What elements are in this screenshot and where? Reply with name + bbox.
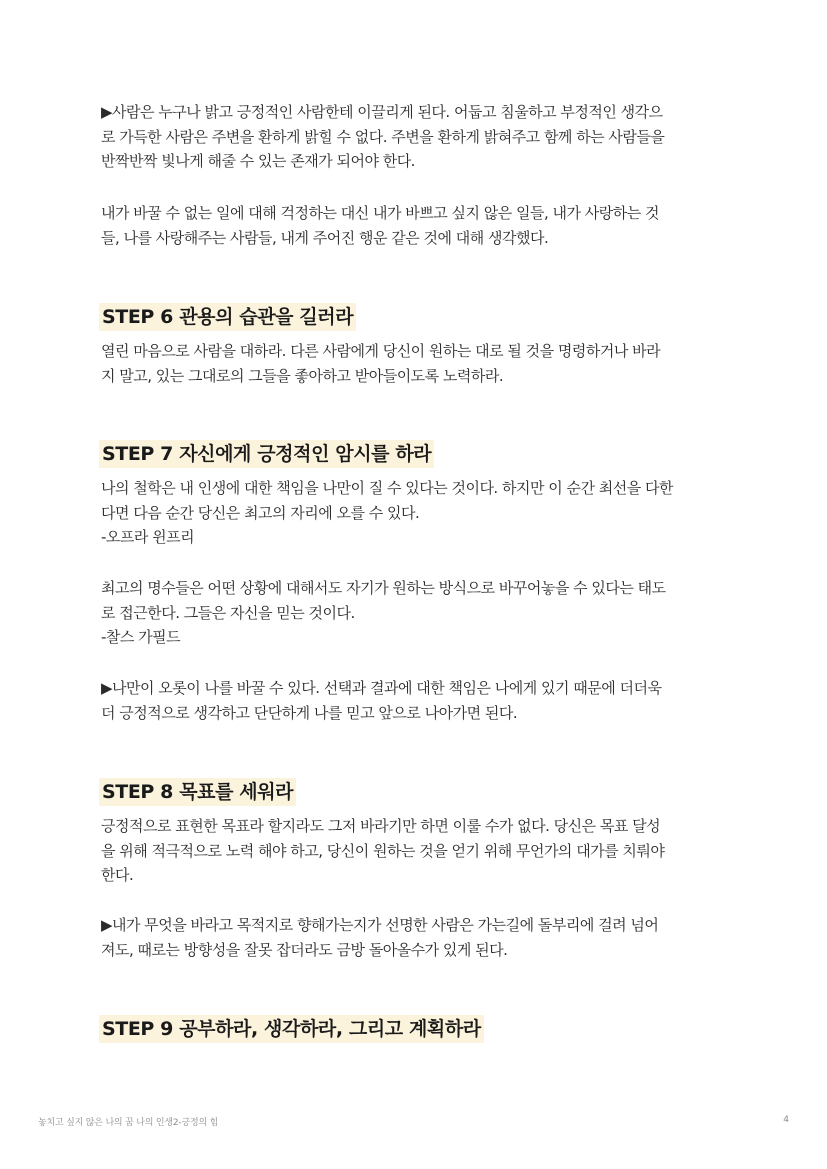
footer-page-number: 4 xyxy=(783,1115,789,1125)
intro-paragraph-2 xyxy=(101,201,741,250)
text-line: 을 위해 적극적으로 노력 해야 하고, 당신이 원하는 것을 얻기 위해 무언가의 대가를 치뤄야 xyxy=(101,841,665,860)
step7-paragraph-1 xyxy=(101,476,741,550)
text-line: 반짝반짝 빛나게 해줄 수 있는 존재가 되어야 한다. xyxy=(101,152,415,170)
text-line: 최고의 명수들은 어떤 상황에 대해서도 자기가 원하는 방식으로 바꾸어놓을 수 있다는 태도 xyxy=(101,579,666,597)
text-line: 더 긍정적으로 생각하고 단단하게 나를 믿고 앞으로 나아가면 된다. xyxy=(101,703,518,722)
text-line: 긍정적으로 표현한 목표라 할지라도 그저 바라기만 하면 이룰 수가 없다. 당신은 목표 달성 xyxy=(101,817,661,835)
text-line: ▶내가 무엇을 바라고 목적지로 향해가는지가 선명한 사람은 가는길에 돌부리에 걸려 넘어 xyxy=(101,916,659,934)
text-line: 나의 철학은 내 인생에 대한 책임을 나만이 질 수 있다는 것이다. 하지만 이 순간 최선을 다한 xyxy=(101,479,673,497)
quote-attribution: -오프라 윈프리 xyxy=(101,528,195,546)
step7-paragraph-3 xyxy=(101,676,741,725)
step8-heading: STEP 8 목표를 세워라 xyxy=(99,778,296,806)
step6-heading: STEP 6 관용의 습관을 길러라 xyxy=(99,303,356,331)
text-line: 로 가득한 사람은 주변을 환하게 밝힐 수 없다. 주변을 환하게 밝혀주고 함께 하는 사람들을 xyxy=(101,127,665,146)
text-line: 열린 마음으로 사람을 대하라. 다른 사람에게 당신이 원하는 대로 될 것을 명령하거나 바라 xyxy=(101,342,661,360)
intro-paragraph-1 xyxy=(101,100,741,174)
footer-document-title: 놓치고 싶지 않은 나의 꿈 나의 인생2-긍정의 힘 xyxy=(38,1118,219,1128)
text-line: 한다. xyxy=(101,866,134,884)
text-line: ▶사람은 누구나 밝고 긍정적인 사람한테 이끌리게 된다. 어둡고 침울하고 부정적인 생각으 xyxy=(101,103,663,121)
step8-paragraph-1 xyxy=(101,814,741,888)
step6-paragraph-1 xyxy=(101,339,741,388)
text-line: 져도, 때로는 방향성을 잘못 잡더라도 금방 돌아올수가 있게 된다. xyxy=(101,940,508,959)
step7-heading: STEP 7 자신에게 긍정적인 암시를 하라 xyxy=(99,440,434,468)
step7-paragraph-2 xyxy=(101,576,741,650)
text-line: 내가 바꿀 수 없는 일에 대해 걱정하는 대신 내가 바쁘고 싶지 않은 일들, 내가 사랑하는 것 xyxy=(101,204,659,222)
text-line: ▶나만이 오롯이 나를 바꿀 수 있다. 선택과 결과에 대한 책임은 나에게 있기 때문에 더더욱 xyxy=(101,679,662,697)
step9-heading: STEP 9 공부하라, 생각하라, 그리고 계획하라 xyxy=(99,1015,484,1043)
step8-paragraph-2 xyxy=(101,913,741,962)
text-line: 다면 다음 순간 당신은 최고의 자리에 오를 수 있다. xyxy=(101,503,420,522)
quote-attribution: -찰스 가필드 xyxy=(101,628,181,646)
text-line: 들, 나를 사랑해주는 사람들, 내게 주어진 행운 같은 것에 대해 생각했다. xyxy=(101,228,549,247)
text-line: 지 말고, 있는 그대로의 그들을 좋아하고 받아들이도록 노력하라. xyxy=(101,366,504,385)
text-line: 로 접근한다. 그들은 자신을 믿는 것이다. xyxy=(101,603,355,622)
